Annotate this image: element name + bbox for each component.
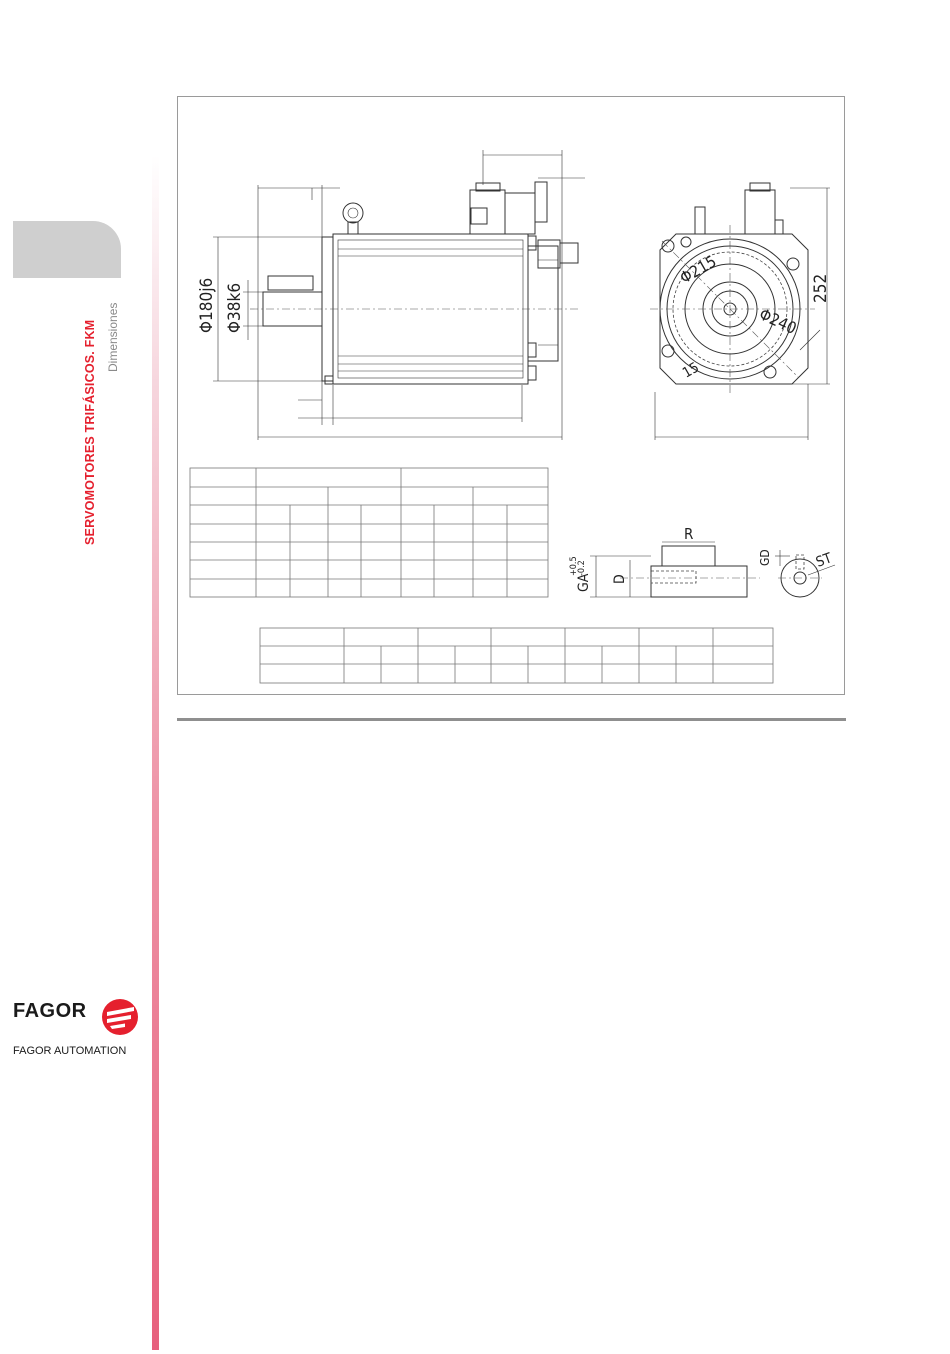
label-thread: ST bbox=[813, 550, 835, 571]
label-hole-size: 15 bbox=[680, 359, 702, 382]
front-view bbox=[650, 183, 831, 440]
label-key-length: R bbox=[684, 525, 694, 543]
label-key-depth: GA bbox=[576, 573, 592, 592]
section-subtitle: Dimensiones bbox=[106, 302, 120, 372]
shaft-detail bbox=[569, 525, 835, 597]
label-bolt-circle: Φ215 bbox=[676, 251, 720, 288]
label-thread-depth: GD bbox=[758, 549, 772, 566]
dimension-table-1 bbox=[190, 468, 548, 597]
label-shaft-d: D bbox=[612, 574, 628, 584]
section-title: SERVOMOTORES TRIFÁSICOS. FKM bbox=[83, 319, 97, 545]
label-height: 252 bbox=[811, 273, 831, 303]
side-view bbox=[197, 150, 585, 440]
label-shaft-diameter: Φ38k6 bbox=[225, 282, 245, 333]
fagor-mark-icon bbox=[101, 998, 139, 1036]
dimension-table-2 bbox=[260, 628, 773, 683]
label-tol-upper: +0.5 bbox=[569, 556, 579, 576]
label-outer-circle: Φ240 bbox=[756, 304, 800, 339]
label-flange-diameter: Φ180j6 bbox=[197, 277, 217, 333]
logo-wordmark: FAGOR bbox=[13, 1000, 87, 1022]
label-tol-lower: -0.2 bbox=[577, 560, 587, 576]
logo-tagline: FAGOR AUTOMATION bbox=[13, 1045, 127, 1057]
fagor-logo bbox=[13, 998, 148, 1063]
